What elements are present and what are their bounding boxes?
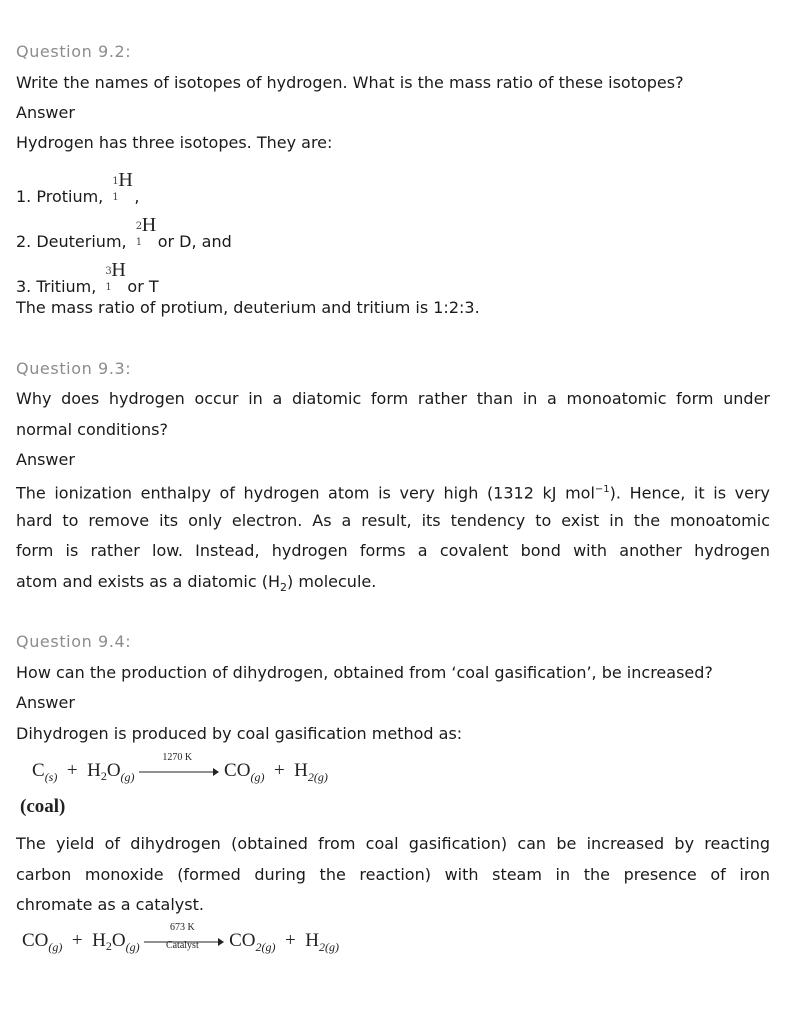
eq-state: (g) (120, 769, 135, 784)
eq-subscript: 2 (100, 769, 107, 783)
isotope-deuterium (16, 214, 770, 253)
eq-plus: + (285, 930, 296, 951)
eq-state: 2(g) (307, 769, 328, 784)
isotope-label: 1. Protium, (16, 187, 104, 206)
answer-text: ). Hence, it is very (609, 483, 770, 503)
answer-9-3-line2: hard to remove its only electron. As a result, its tendency to exist in the monoatomic (16, 511, 770, 530)
answer-9-3-line1 (16, 480, 770, 503)
coal-label: (coal) (20, 796, 66, 817)
mass-number: 1 (112, 176, 119, 187)
answer-text: ) molecule. (287, 572, 377, 591)
answer-text: atom and exists as a diatomic (H (16, 572, 281, 591)
eq-term: O (106, 760, 121, 781)
eq-term: H (294, 760, 308, 781)
eq-state: 2(g) (255, 939, 276, 954)
isotope-tritium (16, 259, 770, 298)
answer-9-3-line3: form is rather low. Instead, hydrogen forms a covalent bond with another hydrogen (16, 541, 770, 560)
eq-term: CO (224, 760, 251, 781)
arrow-condition: 673 K (169, 921, 195, 933)
atomic-number: 1 (105, 282, 112, 293)
equation-water-gas-shift (22, 921, 339, 955)
answer-label: Answer (16, 450, 75, 469)
question-9-3-heading: Question 9.3: (16, 359, 132, 378)
eq-term: C (32, 760, 45, 781)
yield-text-line3: chromate as a catalyst. (16, 895, 204, 914)
eq-subscript: 2 (105, 939, 112, 953)
eq-plus: + (71, 930, 83, 951)
eq-term: CO (22, 930, 49, 951)
atomic-number: 1 (135, 237, 143, 248)
question-9-4-text: How can the production of dihydrogen, obtained from ‘coal gasification’, be increased? (16, 663, 713, 682)
eq-plus: + (273, 760, 285, 781)
isotope-protium (16, 169, 770, 208)
yield-text-line2: carbon monoxide (formed during the reaction) with steam in the presence of iron (16, 865, 770, 884)
mass-number: 2 (135, 221, 143, 232)
reaction-arrow (139, 751, 219, 782)
isotope-notation (132, 214, 158, 253)
isotopes-intro: Hydrogen has three isotopes. They are: (16, 133, 333, 152)
element-symbol: H (111, 259, 126, 281)
isotope-suffix: or T (127, 277, 159, 296)
answer-label: Answer (16, 693, 75, 712)
question-9-3-text-line2: normal conditions? (16, 420, 168, 439)
question-9-4-heading: Question 9.4: (16, 632, 132, 651)
equation-coal-gasification (32, 751, 328, 785)
gasification-intro: Dihydrogen is produced by coal gasification method as: (16, 724, 463, 743)
isotope-suffix: or D, and (157, 232, 232, 251)
question-9-2-heading: Question 9.2: (16, 42, 132, 61)
reaction-arrow (144, 921, 224, 952)
question-9-3-text-line1: Why does hydrogen occur in a diatomic form rather than in a monoatomic form under (16, 389, 770, 408)
isotope-label: 2. Deuterium, (16, 232, 127, 251)
arrow-catalyst: Catalyst (165, 939, 199, 951)
isotope-notation (108, 169, 134, 208)
question-9-2-text: Write the names of isotopes of hydrogen. What is the mass ratio of these isotopes? (16, 73, 684, 92)
arrow-icon (139, 766, 219, 778)
eq-state: (g) (48, 939, 63, 954)
isotope-label: 3. Tritium, (16, 277, 97, 296)
mass-ratio-text: The mass ratio of protium, deuterium and tritium is 1:2:3. (16, 298, 480, 317)
eq-term: H (87, 760, 101, 781)
superscript: −1 (594, 484, 610, 495)
eq-term: CO (229, 930, 256, 951)
yield-text-line1: The yield of dihydrogen (obtained from coal gasification) can be increased by reacting (16, 834, 770, 853)
eq-state: (g) (125, 939, 140, 954)
eq-term: H (305, 930, 319, 951)
element-symbol: H (141, 214, 157, 236)
eq-state: (g) (250, 769, 265, 784)
arrow-condition: 1270 K (162, 751, 193, 763)
answer-text: The ionization enthalpy of hydrogen atom is very high (1312 kJ mol (16, 483, 595, 503)
answer-9-3-line4 (16, 572, 770, 598)
answer-label: Answer (16, 103, 75, 122)
eq-state: 2(g) (318, 939, 339, 954)
isotope-notation (101, 259, 127, 298)
atomic-number: 1 (112, 192, 119, 203)
eq-plus: + (66, 760, 78, 781)
eq-term: O (111, 930, 126, 951)
eq-term: H (92, 930, 106, 951)
element-symbol: H (118, 169, 133, 191)
subscript: 2 (280, 581, 288, 595)
eq-state: (s) (44, 769, 58, 784)
mass-number: 3 (105, 266, 112, 277)
isotope-suffix: , (134, 187, 140, 206)
